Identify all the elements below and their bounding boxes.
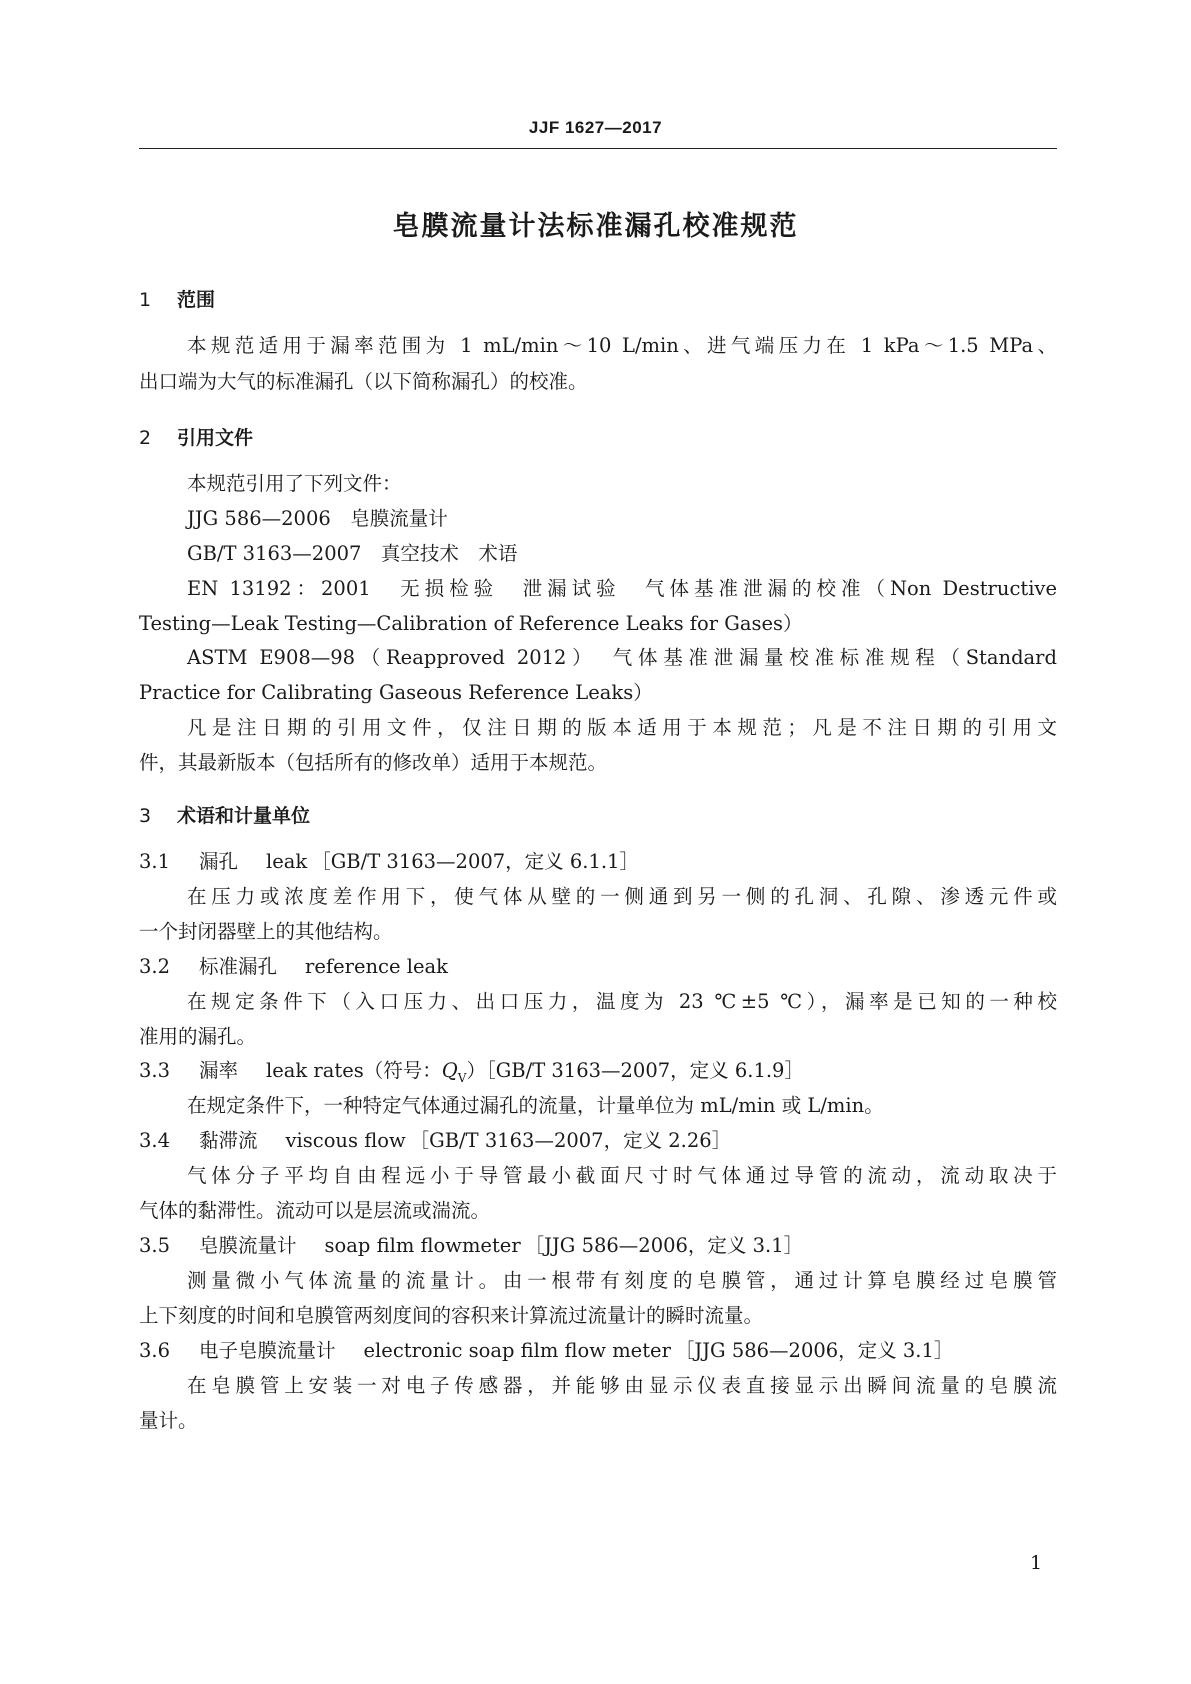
- paragraph-line: 出口端为大气的标准漏孔（以下简称漏孔）的校准。: [139, 370, 588, 393]
- term-chinese: 电子皂膜流量计: [199, 1339, 336, 1362]
- term-reference: ［GB/T 3163—2007，定义 2.26］: [409, 1129, 732, 1152]
- definition-line: 测量微小气体流量的流量计。由一根带有刻度的皂膜管，通过计算皂膜经过皂膜管: [187, 1269, 1057, 1292]
- reference-item: GB/T 3163—2007 真空技术 术语: [187, 542, 518, 565]
- term-number: 3.1: [139, 850, 171, 873]
- term-number: 3.2: [139, 955, 171, 978]
- term-3-2-heading: [139, 955, 1057, 979]
- section-1-heading: [139, 285, 215, 312]
- term-number: 3.6: [139, 1339, 171, 1362]
- section-title: 引用文件: [177, 427, 254, 449]
- term-3-3-heading: [139, 1059, 1057, 1090]
- term-english: viscous flow: [285, 1129, 406, 1152]
- definition-line: 上下刻度的时间和皂膜管两刻度间的容积来计算流过流量计的瞬时流量。: [139, 1304, 764, 1327]
- term-chinese: 皂膜流量计: [199, 1234, 297, 1257]
- term-english: leak: [266, 850, 308, 873]
- document-title: 皂膜流量计法标准漏孔校准规范: [392, 211, 799, 242]
- reference-item: Practice for Calibrating Gaseous Reference Leaks）: [139, 681, 653, 704]
- definition-line: 在皂膜管上安装一对电子传感器，并能够由显示仪表直接显示出瞬间流量的皂膜流: [187, 1374, 1057, 1397]
- term-symbol: Q: [441, 1059, 458, 1082]
- paragraph-line: 本规范引用了下列文件：: [187, 472, 402, 495]
- term-chinese: 漏孔: [199, 850, 239, 873]
- definition-line: 在压力或浓度差作用下，使气体从壁的一侧通到另一侧的孔洞、孔隙、渗透元件或: [187, 885, 1057, 908]
- paragraph-line: 本规范适用于漏率范围为 1 mL/min～10 L/min、进气端压力在 1 kPa～1.5 MPa、: [187, 334, 1057, 357]
- section-title: 范围: [177, 289, 216, 311]
- term-english: soap film flowmeter: [324, 1234, 521, 1257]
- reference-item: Testing—Leak Testing—Calibration of Reference Leaks for Gases）: [139, 612, 803, 635]
- term-chinese: 漏率: [199, 1059, 239, 1082]
- paragraph-line: 件，其最新版本（包括所有的修改单）适用于本规范。: [139, 751, 608, 774]
- term-reference: ［JJG 586—2006，定义 3.1］: [524, 1234, 804, 1257]
- section-number: 2: [139, 427, 152, 449]
- term-reference: ［GB/T 3163—2007，定义 6.1.1］: [311, 850, 639, 873]
- term-3-1-heading: [139, 850, 1057, 874]
- reference-item: JJG 586—2006 皂膜流量计: [187, 507, 448, 530]
- section-number: 3: [139, 805, 152, 827]
- term-symbol-suffix: ）: [466, 1059, 486, 1082]
- term-reference: ［JJG 586—2006，定义 3.1］: [674, 1339, 954, 1362]
- definition-line: 量计。: [139, 1409, 198, 1432]
- term-3-6-heading: [139, 1339, 1057, 1363]
- term-english: reference leak: [305, 955, 448, 978]
- definition-line: 在规定条件下（入口压力、出口压力，温度为 23 ℃±5 ℃），漏率是已知的一种校: [187, 990, 1057, 1013]
- term-reference: ［GB/T 3163—2007，定义 6.1.9］: [485, 1059, 804, 1082]
- header-rule: [139, 148, 1057, 149]
- reference-item: ASTM E908—98（Reapproved 2012） 气体基准泄漏量校准标准规程（Standard: [187, 646, 1057, 669]
- term-english: electronic soap film flow meter: [363, 1339, 671, 1362]
- page-number: 1: [1030, 1552, 1043, 1574]
- term-english: leak rates: [266, 1059, 364, 1082]
- section-title: 术语和计量单位: [177, 805, 311, 827]
- section-3-heading: [139, 801, 310, 828]
- term-number: 3.3: [139, 1059, 171, 1082]
- term-chinese: 标准漏孔: [199, 955, 278, 978]
- term-number: 3.5: [139, 1234, 171, 1257]
- term-3-4-heading: [139, 1129, 1057, 1153]
- definition-line: 气体的黏滞性。流动可以是层流或湍流。: [139, 1199, 491, 1222]
- term-chinese: 黏滞流: [199, 1129, 258, 1152]
- section-number: 1: [139, 289, 152, 311]
- section-2-heading: [139, 423, 253, 450]
- term-number: 3.4: [139, 1129, 171, 1152]
- term-symbol-prefix: （符号：: [363, 1059, 442, 1082]
- definition-line: 准用的漏孔。: [139, 1025, 257, 1048]
- paragraph-line: 凡是注日期的引用文件，仅注日期的版本适用于本规范；凡是不注日期的引用文: [187, 716, 1057, 739]
- header-code: JJF 1627—2017: [528, 118, 663, 137]
- definition-line: 气体分子平均自由程远小于导管最小截面尺寸时气体通过导管的流动，流动取决于: [187, 1164, 1057, 1187]
- term-3-5-heading: [139, 1234, 1057, 1258]
- definition-line: 在规定条件下，一种特定气体通过漏孔的流量，计量单位为 mL/min 或 L/min。: [187, 1094, 884, 1117]
- term-symbol-subscript: V: [457, 1070, 467, 1085]
- reference-item: EN 13192：2001 无损检验 泄漏试验 气体基准泄漏的校准（Non Destructive: [187, 577, 1057, 600]
- definition-line: 一个封闭器壁上的其他结构。: [139, 920, 393, 943]
